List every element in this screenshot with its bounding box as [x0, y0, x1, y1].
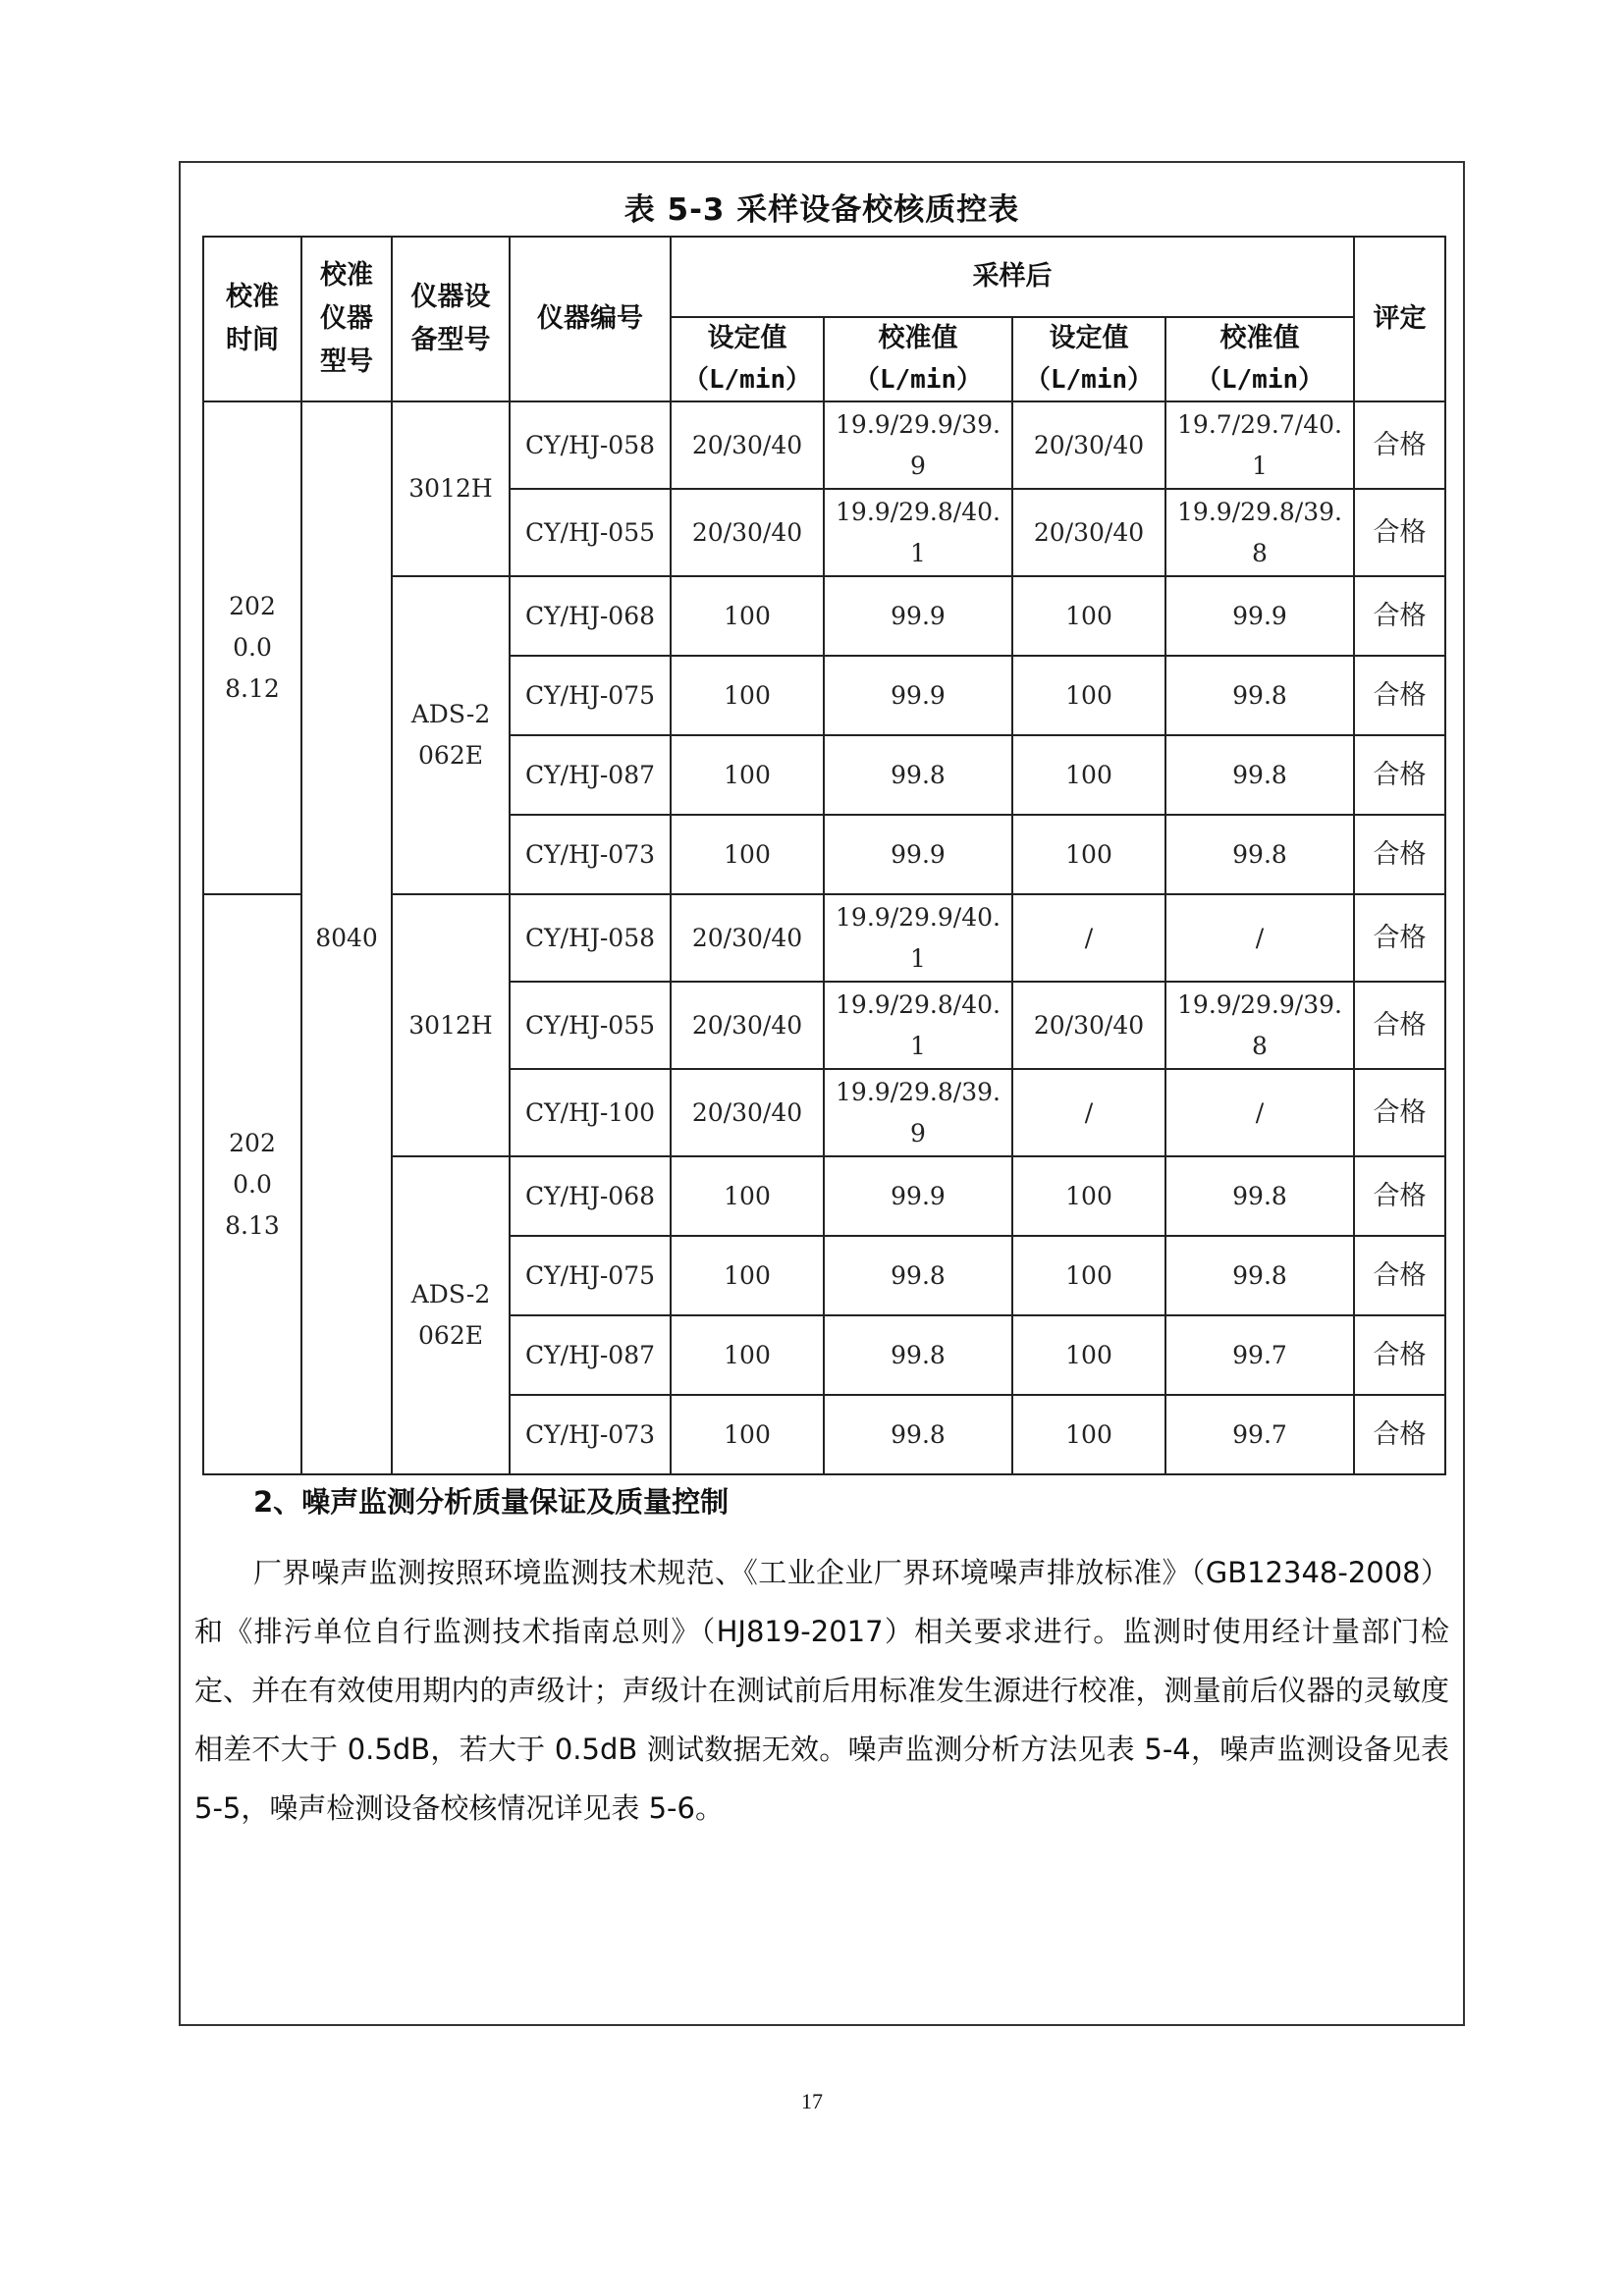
cell-calib-value-2: 19.9/29.8/39.8	[1165, 489, 1354, 576]
header-calib-time: 校准时间	[203, 237, 301, 401]
cell-calib-value-1: 99.9	[824, 656, 1012, 735]
header-evaluation: 评定	[1354, 237, 1445, 401]
cell-instrument-no: CY/HJ-075	[510, 656, 671, 735]
cell-calib-value-1: 99.8	[824, 1315, 1012, 1395]
cell-calib-value-1: 19.9/29.9/40.1	[824, 894, 1012, 982]
cell-instrument-no: CY/HJ-075	[510, 1236, 671, 1315]
table-row	[203, 401, 1445, 489]
cell-calib-value-2: 99.8	[1165, 1156, 1354, 1236]
cell-calib-value-2: 19.7/29.7/40.1	[1165, 401, 1354, 489]
cell-instrument-no: CY/HJ-087	[510, 1315, 671, 1395]
cell-instrument-no: CY/HJ-100	[510, 1069, 671, 1156]
table-header	[203, 237, 1445, 401]
cell-instrument-no: CY/HJ-068	[510, 1156, 671, 1236]
cell-calib-value-2: 99.9	[1165, 576, 1354, 656]
cell-set-value-2: 100	[1012, 735, 1165, 815]
cell-set-value-2: 20/30/40	[1012, 401, 1165, 489]
cell-set-value-1: 100	[671, 1395, 824, 1474]
header-calib-instrument-model: 校准仪器型号	[301, 237, 392, 401]
cell-calib-value-1: 99.8	[824, 1395, 1012, 1474]
cell-calib-value-2: 99.8	[1165, 815, 1354, 894]
cell-instrument-no: CY/HJ-055	[510, 982, 671, 1069]
cell-set-value-1: 100	[671, 1156, 824, 1236]
cell-calib-value-2: 99.8	[1165, 656, 1354, 735]
cell-set-value-2: /	[1012, 1069, 1165, 1156]
cell-evaluation: 合格	[1354, 656, 1445, 735]
cell-evaluation: 合格	[1354, 1236, 1445, 1315]
cell-calib-date: 2020.08.13	[203, 894, 301, 1474]
section-heading: 2、噪声监测分析质量保证及质量控制	[253, 1485, 730, 1519]
header-set-value-2: 设定值 （L/min）	[1012, 317, 1165, 401]
cell-evaluation: 合格	[1354, 982, 1445, 1069]
cell-set-value-1: 100	[671, 815, 824, 894]
header-calib-value-1: 校准值 （L/min）	[824, 317, 1012, 401]
cell-set-value-1: 100	[671, 735, 824, 815]
cell-set-value-2: 100	[1012, 576, 1165, 656]
cell-evaluation: 合格	[1354, 815, 1445, 894]
cell-set-value-2: 100	[1012, 1395, 1165, 1474]
cell-set-value-2: 20/30/40	[1012, 489, 1165, 576]
cell-device-model: ADS-2062E	[392, 1156, 510, 1474]
cell-evaluation: 合格	[1354, 1069, 1445, 1156]
cell-set-value-1: 20/30/40	[671, 982, 824, 1069]
cell-instrument-no: CY/HJ-073	[510, 815, 671, 894]
header-device-model: 仪器设备型号	[392, 237, 510, 401]
cell-calib-value-2: /	[1165, 1069, 1354, 1156]
cell-evaluation: 合格	[1354, 401, 1445, 489]
cell-instrument-no: CY/HJ-058	[510, 401, 671, 489]
cell-evaluation: 合格	[1354, 1395, 1445, 1474]
cell-calib-value-1: 99.9	[824, 1156, 1012, 1236]
cell-instrument-no: CY/HJ-073	[510, 1395, 671, 1474]
cell-set-value-2: /	[1012, 894, 1165, 982]
header-after-sampling: 采样后	[671, 237, 1354, 317]
cell-set-value-2: 20/30/40	[1012, 982, 1165, 1069]
table-title: 表 5-3 采样设备校核质控表	[623, 192, 1020, 228]
table-body	[203, 401, 1445, 1474]
cell-evaluation: 合格	[1354, 1156, 1445, 1236]
cell-device-model: 3012H	[392, 401, 510, 576]
cell-calib-value-1: 19.9/29.8/40.1	[824, 489, 1012, 576]
cell-instrument-no: CY/HJ-068	[510, 576, 671, 656]
cell-calib-value-1: 99.9	[824, 815, 1012, 894]
page-number: 17	[801, 2089, 823, 2113]
cell-set-value-1: 100	[671, 1315, 824, 1395]
header-set-value-1: 设定值 （L/min）	[671, 317, 824, 401]
cell-calib-value-1: 99.8	[824, 1236, 1012, 1315]
cell-set-value-2: 100	[1012, 1156, 1165, 1236]
cell-device-model: 3012H	[392, 894, 510, 1156]
cell-calib-value-1: 19.9/29.9/39.9	[824, 401, 1012, 489]
cell-calib-model: 8040	[301, 401, 392, 1474]
header-instrument-no: 仪器编号	[510, 237, 671, 401]
cell-set-value-1: 100	[671, 576, 824, 656]
cell-set-value-1: 20/30/40	[671, 489, 824, 576]
cell-device-model: ADS-2062E	[392, 576, 510, 894]
cell-set-value-2: 100	[1012, 656, 1165, 735]
section-paragraph: 厂界噪声监测按照环境监测技术规范、《工业企业厂界环境噪声排放标准》（GB12348-2008）和《排污单位自行监测技术指南总则》（HJ819-2017）相关要求进行。监测时使用经计量部门检定、并在有效使用期内的声级计；声级计在测试前后用标准发生源进行校准，测量前后仪器的灵敏度相差不大于 0.5dB，若大于 0.5dB 测试数据无效。噪声监测分析方法见表 5-4，噪声监测设备见表 5-5，噪声检测设备校核情况详见表 5-6。	[194, 1556, 1449, 1825]
cell-set-value-2: 100	[1012, 815, 1165, 894]
cell-calib-value-2: /	[1165, 894, 1354, 982]
cell-calib-value-2: 99.8	[1165, 735, 1354, 815]
cell-instrument-no: CY/HJ-087	[510, 735, 671, 815]
cell-evaluation: 合格	[1354, 894, 1445, 982]
cell-calib-value-2: 99.7	[1165, 1395, 1354, 1474]
cell-evaluation: 合格	[1354, 489, 1445, 576]
cell-set-value-1: 20/30/40	[671, 894, 824, 982]
cell-instrument-no: CY/HJ-055	[510, 489, 671, 576]
cell-calib-value-1: 19.9/29.8/40.1	[824, 982, 1012, 1069]
cell-set-value-2: 100	[1012, 1315, 1165, 1395]
cell-calib-value-2: 99.7	[1165, 1315, 1354, 1395]
cell-set-value-1: 20/30/40	[671, 1069, 824, 1156]
cell-calib-value-2: 19.9/29.9/39.8	[1165, 982, 1354, 1069]
cell-set-value-1: 100	[671, 1236, 824, 1315]
cell-instrument-no: CY/HJ-058	[510, 894, 671, 982]
cell-evaluation: 合格	[1354, 576, 1445, 656]
cell-calib-value-1: 19.9/29.8/39.9	[824, 1069, 1012, 1156]
cell-set-value-1: 100	[671, 656, 824, 735]
cell-evaluation: 合格	[1354, 735, 1445, 815]
sampling-qc-table	[202, 236, 1446, 1475]
cell-set-value-1: 20/30/40	[671, 401, 824, 489]
cell-evaluation: 合格	[1354, 1315, 1445, 1395]
cell-set-value-2: 100	[1012, 1236, 1165, 1315]
cell-calib-value-1: 99.8	[824, 735, 1012, 815]
cell-calib-value-2: 99.8	[1165, 1236, 1354, 1315]
header-calib-value-2: 校准值 （L/min）	[1165, 317, 1354, 401]
cell-calib-value-1: 99.9	[824, 576, 1012, 656]
cell-calib-date: 2020.08.12	[203, 401, 301, 894]
